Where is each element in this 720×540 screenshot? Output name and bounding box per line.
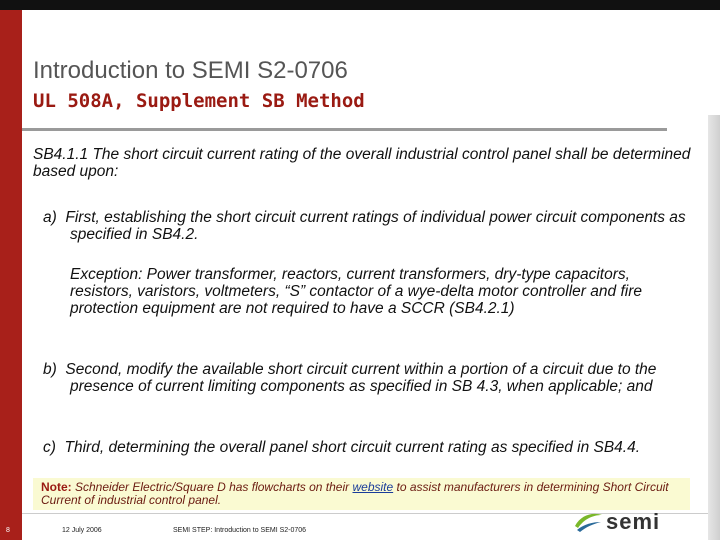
footer-title: SEMI STEP: Introduction to SEMI S2-0706 — [173, 527, 307, 534]
note-text-before: Schneider Electric/Square D has flowcharts on their — [71, 480, 353, 494]
list-item-a: a) First, establishing the short circuit current ratings of individual power circuit components as specified in SB4.2. — [43, 209, 686, 243]
title-divider — [22, 128, 667, 131]
semi-swoosh-icon — [572, 509, 604, 535]
website-link[interactable]: website — [352, 480, 394, 494]
footer-date: 12 July 2006 — [62, 527, 102, 534]
list-item-c: c) Third, determining the overall panel short circuit current rating as specified in SB4.4. — [43, 439, 641, 456]
note-text — [41, 481, 686, 507]
semi-logo — [572, 509, 712, 535]
page-number: 8 — [6, 527, 10, 534]
top-bar — [0, 0, 720, 10]
list-item-b: b) Second, modify the available short circuit current within a portion of a circuit due to the presence of current limiting components as specified in SB 4.3, when applicable; and — [43, 361, 657, 395]
page-title: Introduction to SEMI S2-0706 — [33, 57, 348, 84]
right-shadow — [708, 115, 720, 540]
note-text-after: to assist manufacturers in determining Short Circuit Current of industrial control panel. — [41, 480, 669, 507]
note-label: Note: — [41, 480, 72, 494]
left-accent-stripe — [0, 10, 22, 540]
logo-wordmark: semi — [606, 509, 661, 534]
page-subtitle: UL 508A, Supplement SB Method — [33, 90, 365, 112]
intro-paragraph: SB4.1.1 The short circuit current rating of the overall industrial control panel shall be determined based upon: — [33, 146, 691, 180]
exception-paragraph: Exception: Power transformer, reactors, current transformers, dry-type capacitors, resistors, varistors, voltmeters, “S” contactor of a wye-delta motor controller and fire protection equipment are not required to have a SCCR (SB4.2.1) — [70, 266, 642, 317]
